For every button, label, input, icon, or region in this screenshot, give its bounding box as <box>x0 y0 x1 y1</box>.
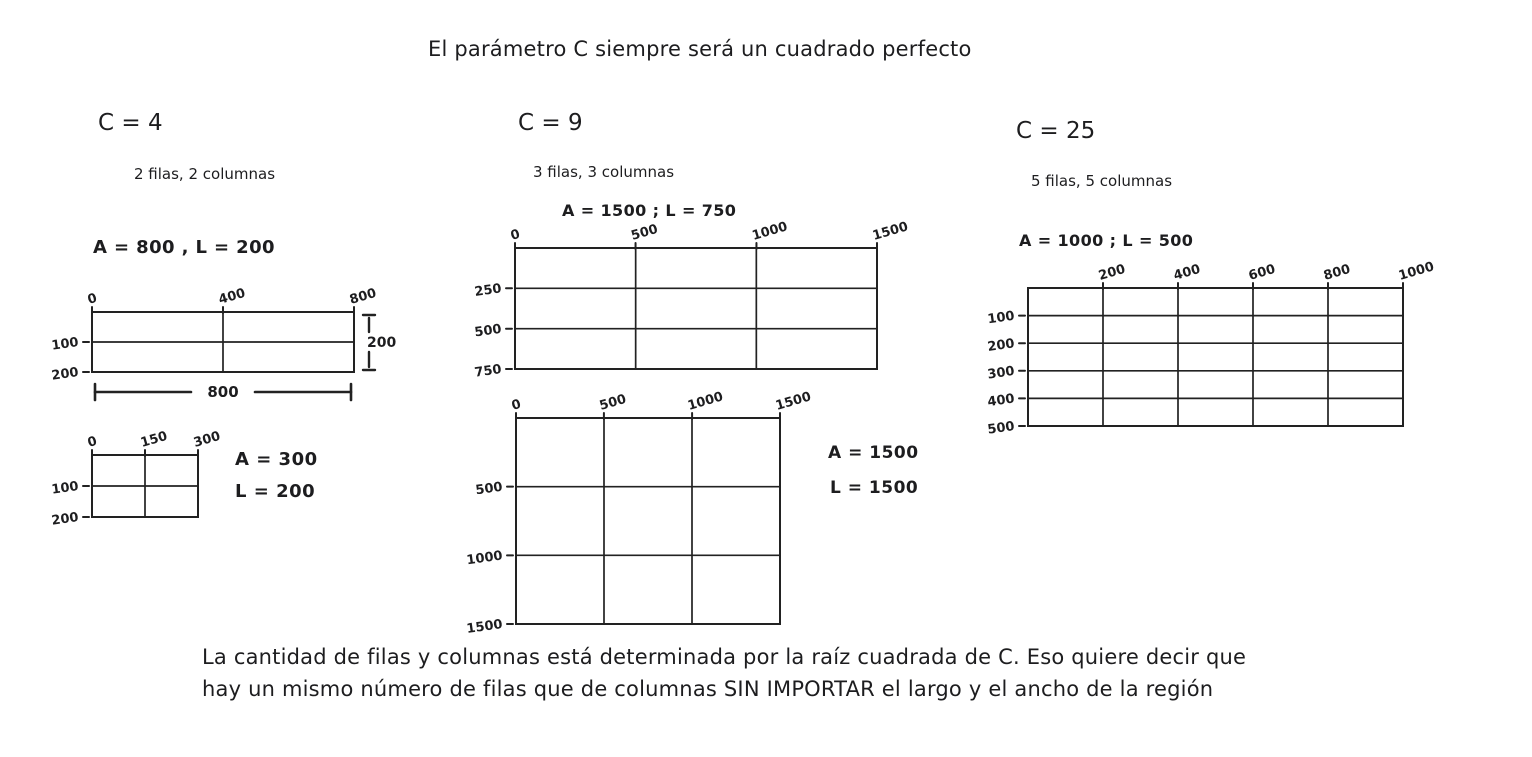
svg-text:1500: 1500 <box>465 617 504 637</box>
svg-text:1500: 1500 <box>870 219 910 244</box>
c4-heading: C = 4 <box>98 110 163 136</box>
svg-text:500: 500 <box>986 419 1016 438</box>
c9-subheading: 3 filas, 3 columnas <box>533 163 675 181</box>
svg-text:1000: 1000 <box>686 389 725 414</box>
c9-grid-top <box>470 219 913 381</box>
svg-text:750: 750 <box>473 362 503 381</box>
svg-text:0: 0 <box>509 396 523 414</box>
page-title: El parámetro C siempre será un cuadrado perfecto <box>428 37 972 61</box>
svg-text:300: 300 <box>986 363 1016 383</box>
svg-text:800: 800 <box>1321 261 1353 284</box>
svg-text:800: 800 <box>207 383 239 401</box>
svg-text:500: 500 <box>597 391 629 414</box>
svg-text:500: 500 <box>473 321 503 341</box>
c25-subheading: 5 filas, 5 columnas <box>1031 172 1173 190</box>
c4-subheading: 2 filas, 2 columnas <box>134 165 276 183</box>
svg-text:400: 400 <box>986 391 1016 411</box>
svg-text:100: 100 <box>986 308 1016 328</box>
svg-text:1000: 1000 <box>1396 259 1436 284</box>
c9-bottom-grid-area-label: A = 1500 <box>828 443 919 463</box>
svg-text:600: 600 <box>1246 261 1278 284</box>
footer-explanation-line2: hay un mismo número de filas que de columnas SIN IMPORTAR el largo y el ancho de la región <box>202 677 1214 701</box>
svg-text:1500: 1500 <box>773 389 813 414</box>
svg-text:150: 150 <box>138 428 170 451</box>
footer-explanation-line1: La cantidad de filas y columnas está determinada por la raíz cuadrada de C. Eso quiere decir que <box>202 645 1247 669</box>
svg-text:400: 400 <box>1171 261 1203 284</box>
c9-grid-bottom <box>465 389 816 637</box>
svg-text:100: 100 <box>50 479 80 498</box>
svg-text:100: 100 <box>50 335 80 354</box>
svg-text:800: 800 <box>347 285 379 308</box>
svg-text:400: 400 <box>216 285 248 308</box>
c4-params: A = 800 , L = 200 <box>93 237 275 258</box>
svg-text:200: 200 <box>986 336 1016 355</box>
svg-text:200: 200 <box>1096 261 1128 284</box>
svg-text:1000: 1000 <box>465 548 504 569</box>
svg-text:200: 200 <box>50 510 80 529</box>
c9-params: A = 1500 ; L = 750 <box>562 201 737 220</box>
c9-bottom-grid-length-label: L = 1500 <box>830 478 919 498</box>
svg-text:1000: 1000 <box>750 219 790 244</box>
svg-text:500: 500 <box>474 479 504 499</box>
c9-heading: C = 9 <box>518 110 583 136</box>
c4-grid-main <box>50 285 414 414</box>
svg-text:200: 200 <box>367 335 397 351</box>
c25-heading: C = 25 <box>1016 118 1096 144</box>
c4-small-grid-length-label: L = 200 <box>235 481 316 502</box>
svg-text:500: 500 <box>629 221 660 244</box>
c25-params: A = 1000 ; L = 500 <box>1019 231 1194 250</box>
svg-text:0: 0 <box>85 433 99 451</box>
svg-text:0: 0 <box>508 226 522 244</box>
svg-text:0: 0 <box>85 290 99 308</box>
svg-text:300: 300 <box>191 428 223 451</box>
svg-text:250: 250 <box>473 281 503 301</box>
c4-small-grid-area-label: A = 300 <box>235 449 318 470</box>
c25-grid <box>980 255 1441 438</box>
c4-grid-small <box>50 428 224 531</box>
svg-text:200: 200 <box>50 365 80 384</box>
